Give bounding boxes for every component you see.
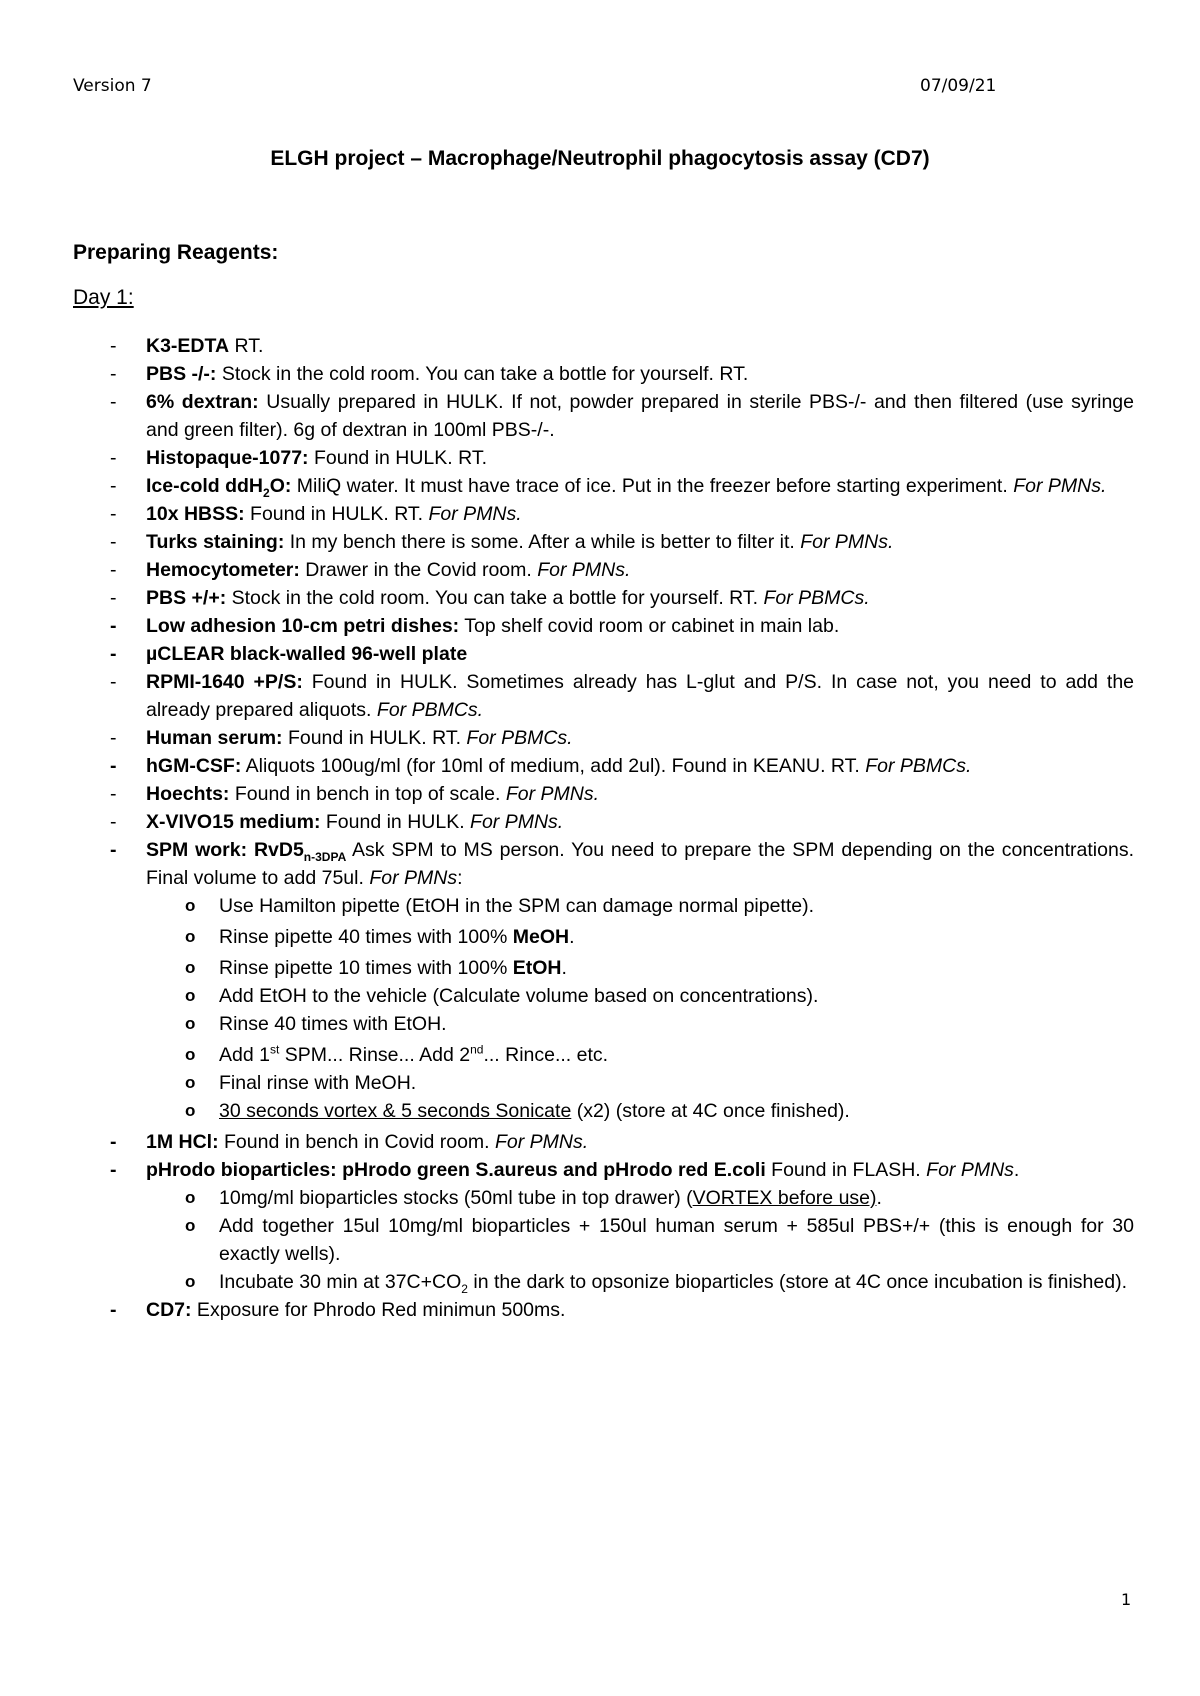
item-term: PBS +/+: (146, 587, 227, 609)
step-text: Rinse pipette 10 times with 100% (219, 957, 513, 979)
step-emphasis: EtOH (512, 957, 562, 979)
item-text: Found in FLASH. (765, 1159, 927, 1181)
step-underlined: VORTEX before use) (692, 1187, 877, 1209)
item-text: Stock in the cold room. You can take a bottle for yourself. RT. (216, 363, 749, 385)
item-note: For PMNs. (495, 1131, 589, 1153)
step-underlined: 30 seconds vortex & 5 seconds Sonicate (219, 1100, 572, 1122)
item-note: For PMNs. (505, 783, 600, 805)
sub-list-item (0, 1010, 1134, 1038)
sub-list-item (0, 1212, 1134, 1268)
list-item (0, 1156, 1134, 1184)
list-item (0, 752, 1134, 780)
item-text: Drawer in the Covid room. (299, 559, 538, 581)
term-subscript: 2 (263, 485, 270, 500)
sub-list-item (0, 982, 1134, 1010)
item-text: Found in bench in Covid room. (218, 1131, 495, 1153)
step-text: Add together 15ul 10mg/ml bioparticles + 150ul human serum + 585ul PBS+/+ (this is enough for 30 exactly wells). (219, 1215, 1134, 1265)
reagent-list (0, 332, 1200, 1324)
step-text: in the dark to opsonize bioparticles (store at 4C once incubation is finished). (467, 1271, 1127, 1293)
list-item (0, 836, 1134, 892)
list-item (0, 444, 1134, 472)
item-text: Exposure for Phrodo Red minimun 500ms. (191, 1299, 566, 1321)
term-part: SPM work: RvD5 (146, 839, 304, 861)
item-term: Hoechts: (146, 783, 230, 805)
bullet-dash: - (110, 531, 117, 553)
bullet-o: o (185, 1216, 196, 1235)
step-text: . (569, 926, 575, 948)
item-note: For PMNs. (470, 811, 564, 833)
list-item (0, 332, 1134, 360)
item-term: K3-EDTA (146, 335, 230, 357)
step-text: . (561, 957, 567, 979)
bullet-dash: - (110, 811, 117, 833)
bullet-dash: - (110, 755, 117, 777)
item-note: For PMNs. (537, 559, 631, 581)
item-term: Histopaque-1077: (146, 447, 309, 469)
item-term: Turks staining: (146, 531, 285, 553)
step-text: (x2) (store at 4C once finished). (571, 1100, 850, 1122)
sub-list-item (0, 1268, 1134, 1296)
item-term: Human serum: (146, 727, 283, 749)
bullet-dash: - (110, 783, 117, 805)
section-heading: Preparing Reagents: (73, 241, 279, 264)
step-text: Rinse pipette 40 times with 100% (219, 926, 513, 948)
list-item (0, 640, 1134, 668)
step-text: . (876, 1187, 882, 1209)
item-term: CD7: (146, 1299, 192, 1321)
day-heading: Day 1: (73, 286, 134, 309)
ordinal-superscript: nd (470, 1042, 484, 1057)
version-label: Version 7 (73, 76, 152, 96)
bullet-dash: - (110, 587, 117, 609)
bullet-o: o (185, 1014, 196, 1033)
item-term: PBS -/-: (146, 363, 217, 385)
item-text: Found in HULK. (320, 811, 471, 833)
item-text: Found in HULK. RT. (282, 727, 467, 749)
bullet-dash: - (110, 335, 117, 357)
list-item (0, 556, 1134, 584)
page-number: 1 (1121, 1590, 1132, 1609)
item-tail: : (457, 867, 463, 889)
item-term: 6% dextran: (146, 391, 259, 413)
bullet-dash: - (110, 643, 117, 665)
step-text: Incubate 30 min at 37C+CO (219, 1271, 462, 1293)
bullet-o: o (185, 958, 196, 977)
list-item (0, 612, 1134, 640)
list-item (0, 808, 1134, 836)
item-text: Usually prepared in HULK. If not, powder prepared in sterile PBS-/- and then filtered (use syringe and green filter). 6g of dextran in 100ml PBS-/-. (146, 391, 1134, 441)
bullet-o: o (185, 1272, 196, 1291)
list-item (0, 584, 1134, 612)
item-term: hGM-CSF: (146, 755, 242, 777)
item-term: µCLEAR black-walled 96-well plate (146, 643, 468, 665)
bullet-o: o (185, 1073, 196, 1092)
bullet-dash: - (110, 1131, 117, 1153)
sub-list-item (0, 1097, 1134, 1125)
item-note: For PMNs. (1013, 475, 1107, 497)
bullet-dash: - (110, 727, 117, 749)
item-note: For PBMCs. (466, 727, 573, 749)
bullet-o: o (185, 927, 196, 946)
item-term (146, 839, 347, 864)
bullet-dash: - (110, 559, 117, 581)
item-term: pHrodo bioparticles: pHrodo green S.aureus and pHrodo red E.coli (146, 1159, 766, 1181)
item-text: In my bench there is some. After a while is better to filter it. (284, 531, 801, 553)
sub-list-item (0, 954, 1134, 982)
step-emphasis: MeOH (512, 926, 570, 948)
bullet-dash: - (110, 447, 117, 469)
item-text: RT. (229, 335, 264, 357)
sub-list-item (0, 1069, 1134, 1097)
bullet-dash: - (110, 475, 117, 497)
step-text: ... Rince... etc. (483, 1044, 609, 1066)
item-term: X-VIVO15 medium: (146, 811, 321, 833)
list-item (0, 500, 1134, 528)
list-item (0, 668, 1134, 724)
item-text: Found in bench in top of scale. (229, 783, 506, 805)
item-note: For PMNs (926, 1159, 1014, 1181)
document-title: ELGH project – Macrophage/Neutrophil phagocytosis assay (CD7) (270, 147, 930, 170)
list-item (0, 780, 1134, 808)
item-text: Found in HULK. RT. (244, 503, 429, 525)
item-text: Stock in the cold room. You can take a bottle for yourself. RT. (226, 587, 764, 609)
item-note: For PBMCs. (376, 699, 484, 721)
step-text: Use Hamilton pipette (EtOH in the SPM can damage normal pipette). (219, 895, 815, 917)
step-text: SPM... Rinse... Add 2 (279, 1044, 471, 1066)
sub-list-item (0, 1184, 1134, 1212)
item-text: Aliquots 100ug/ml (for 10ml of medium, add 2ul). Found in KEANU. RT. (241, 755, 866, 777)
list-item (0, 1128, 1134, 1156)
item-note: For PBMCs. (763, 587, 870, 609)
bullet-o: o (185, 1101, 196, 1120)
bullet-dash: - (110, 839, 117, 861)
bullet-dash: - (110, 391, 117, 413)
bullet-o: o (185, 1188, 196, 1207)
item-tail: . (1013, 1159, 1020, 1181)
list-item (0, 1296, 1134, 1324)
item-text: MiliQ water. It must have trace of ice. Put in the freezer before starting experiment. (291, 475, 1014, 497)
item-text: Top shelf covid room or cabinet in main lab. (459, 615, 840, 637)
ordinal-superscript: st (269, 1042, 280, 1057)
term-part: Ice-cold ddH (146, 475, 264, 497)
item-term (146, 475, 292, 500)
bullet-dash: - (110, 615, 117, 637)
step-text: Rinse 40 times with EtOH. (219, 1013, 447, 1035)
item-term: Hemocytometer: (146, 559, 300, 581)
item-text: Found in HULK. Sometimes already has L-glut and P/S. In case not, you need to add the already prepared aliquots. (146, 671, 1135, 721)
list-item (0, 388, 1134, 444)
item-term: 1M HCl: (146, 1131, 219, 1153)
sub-list-item (0, 923, 1134, 951)
term-subscript: n-3DPA (303, 849, 347, 864)
item-term: RPMI-1640 +P/S: (146, 671, 303, 693)
step-text: Add 1 (219, 1044, 270, 1066)
date-label: 07/09/21 (920, 76, 997, 96)
bullet-dash: - (110, 1159, 117, 1181)
bullet-o: o (185, 986, 196, 1005)
item-note: For PMNs (369, 867, 458, 889)
item-note: For PMNs. (428, 503, 522, 525)
item-term: Low adhesion 10-cm petri dishes: (146, 615, 460, 637)
list-item (0, 528, 1134, 556)
term-part: O: (269, 475, 292, 497)
item-note: For PBMCs. (865, 755, 972, 777)
item-note: For PMNs. (800, 531, 894, 553)
step-text: Final rinse with MeOH. (219, 1072, 417, 1094)
step-text: Add EtOH to the vehicle (Calculate volume based on concentrations). (219, 985, 819, 1007)
sub-list-item (0, 892, 1134, 920)
step-subscript: 2 (461, 1281, 468, 1296)
sub-list-item (0, 1041, 1134, 1069)
list-item (0, 724, 1134, 752)
list-item (0, 472, 1134, 500)
bullet-dash: - (110, 503, 117, 525)
bullet-o: o (185, 896, 196, 915)
bullet-o: o (185, 1045, 196, 1064)
item-term: 10x HBSS: (146, 503, 245, 525)
bullet-dash: - (110, 1299, 117, 1321)
list-item (0, 360, 1134, 388)
bullet-dash: - (110, 363, 117, 385)
item-text: Ask SPM to MS person. You need to prepare the SPM depending on the concentrations. Final volume to add 75ul. (146, 839, 1134, 889)
step-text: 10mg/ml bioparticles stocks (50ml tube in top drawer) ( (219, 1187, 693, 1209)
item-text: Found in HULK. RT. (308, 447, 488, 469)
bullet-dash: - (110, 671, 117, 693)
